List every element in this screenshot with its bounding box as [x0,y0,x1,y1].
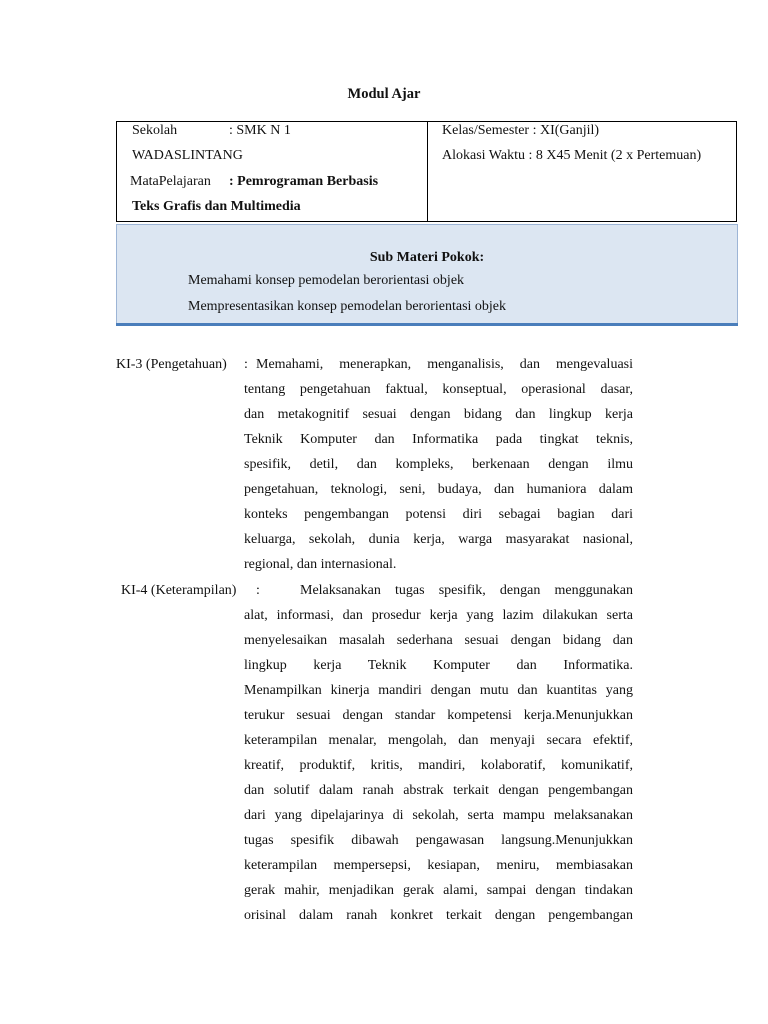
ki4-line: Menampilkan kinerja mandiri dengan mutu dan kuantitas yang [244,683,633,698]
ki3-line: pengetahuan, teknologi, seni, budaya, dan humaniora dalam [244,482,633,497]
mapel-value-cont: Teks Grafis dan Multimedia [132,199,301,214]
ki3-line: Teknik Komputer dan Informatika pada tingkat teknis, [244,432,633,447]
ki4-line: Melaksanakan tugas spesifik, dengan menggunakan [300,583,633,598]
ki4-line: orisinal dalam ranah konkret terkait dengan pengembangan [244,908,633,923]
ki3-colon: : [244,357,248,372]
ki3-line: dan metakognitif sesuai dengan bidang dan lingkup kerja [244,407,633,422]
ki4-line: menyelesaikan masalah sederhana sesuai dengan bidang dan [244,633,633,648]
sekolah-value: : SMK N 1 [229,123,291,138]
info-table [116,121,737,222]
table-divider [427,122,428,221]
sub-materi-box [116,224,738,324]
ki4-label: KI-4 (Keterampilan) [121,583,237,598]
ki4-line: kreatif, produktif, kritis, mandiri, kolaboratif, komunikatif, [244,758,633,773]
ki3-label: KI-3 (Pengetahuan) [116,357,227,372]
ki3-line: konteks pengembangan potensi diri sebagai bagian dari [244,507,633,522]
ki3-line: Memahami, menerapkan, menganalisis, dan mengevaluasi [256,357,633,372]
page-title: Modul Ajar [347,86,421,102]
sub-materi-underline [116,323,738,326]
mapel-label: MataPelajaran [130,174,211,189]
ki4-colon: : [256,583,260,598]
ki3-line: keluarga, sekolah, dunia kerja, warga masyarakat nasional, [244,532,633,547]
mapel-value: : Pemrograman Berbasis [229,174,379,189]
ki3-line: tentang pengetahuan faktual, konseptual, operasional dasar, [244,382,633,397]
sekolah-label: Sekolah [132,123,178,138]
kelas-semester: Kelas/Semester : XI(Ganjil) [442,123,600,138]
ki4-line: dari yang dipelajarinya di sekolah, serta mampu melaksanakan [244,808,633,823]
ki4-line: dan solutif dalam ranah abstrak terkait dengan pengembangan [244,783,633,798]
ki4-line: keterampilan menalar, mengolah, dan menyaji secara efektif, [244,733,633,748]
ki4-line: alat, informasi, dan prosedur kerja yang lazim dilakukan serta [244,608,633,623]
sub-materi-item: Mempresentasikan konsep pemodelan berorientasi objek [188,299,507,314]
sub-materi-item: Memahami konsep pemodelan berorientasi objek [188,273,465,288]
sekolah-value-cont: WADASLINTANG [132,148,243,163]
ki3-line: spesifik, detil, dan kompleks, berkenaan dengan ilmu [244,457,633,472]
ki4-line: lingkup kerja Teknik Komputer dan Informatika. [244,658,633,673]
ki3-line: regional, dan internasional. [244,557,397,572]
ki4-line: terukur sesuai dengan standar kompetensi kerja.Menunjukkan [244,708,633,723]
ki4-line: tugas spesifik dibawah pengawasan langsung.Menunjukkan [244,833,633,848]
ki4-line: keterampilan mempersepsi, kesiapan, meniru, membiasakan [244,858,633,873]
sub-materi-heading: Sub Materi Pokok: [369,250,485,265]
ki4-line: gerak mahir, menjadikan gerak alami, sampai dengan tindakan [244,883,633,898]
alokasi-waktu: Alokasi Waktu : 8 X45 Menit (2 x Pertemuan) [442,148,702,163]
